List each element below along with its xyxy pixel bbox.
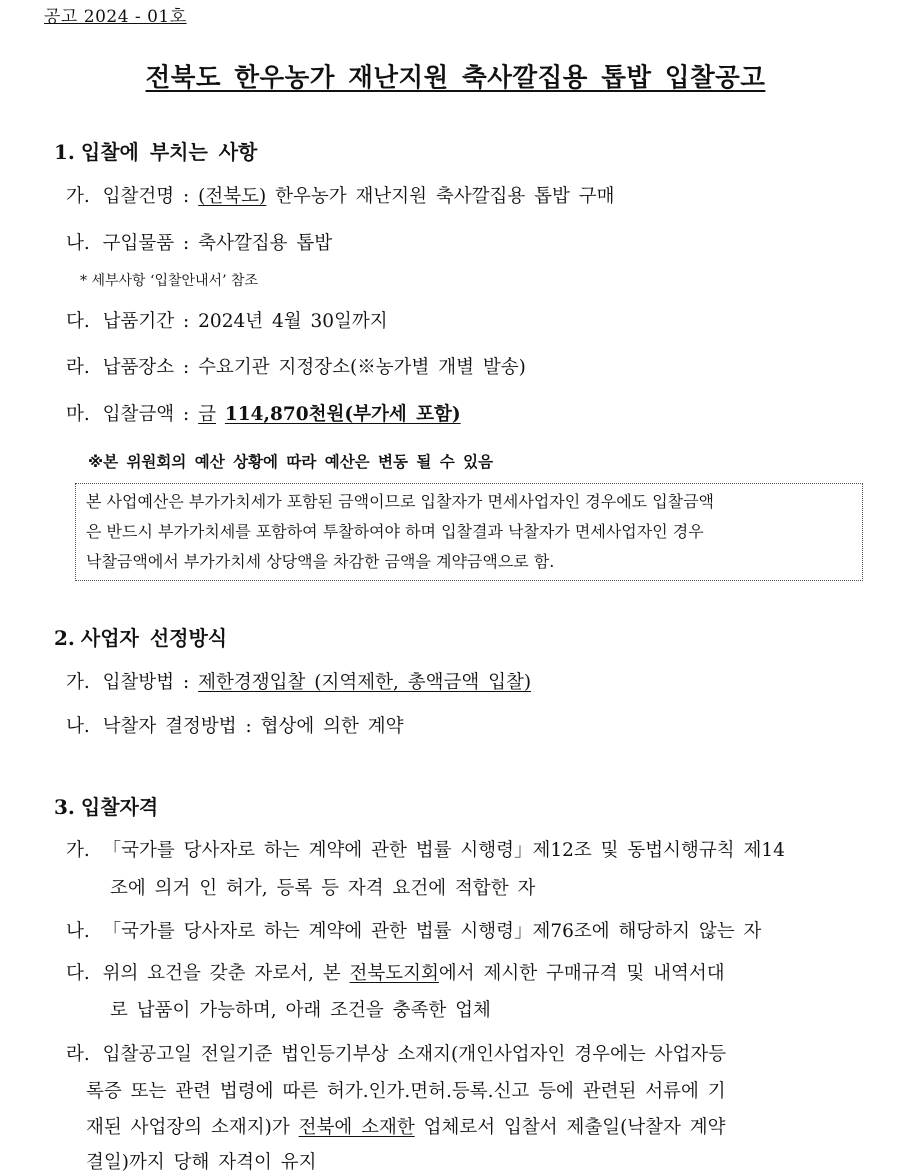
s1-ma-amount: 114,870천원(부가세 포함)	[224, 404, 461, 425]
s3-na-line1: 「국가를 당사자로 하는 계약에 관한 법률 시행령」제76조에 해당하지 않는 자	[102, 921, 762, 942]
budget-warning: ※본 위원회의 예산 상황에 따라 예산은 변동 될 수 있음	[88, 453, 494, 471]
vat-notice-box	[75, 483, 863, 581]
s3-item-ra	[66, 1040, 726, 1066]
page-title-text: 전북도 한우농가 재난지원 축사깔집용 톱밥 입찰공고	[145, 63, 766, 93]
s2-item-ga	[66, 668, 531, 694]
s3-da-pre: 위의 요건을 갖춘 자로서, 본	[102, 963, 341, 984]
s3-ra-line3	[86, 1113, 726, 1139]
s2-na-value: 협상에 의한 계약	[260, 716, 404, 737]
section-3-number: 3.	[54, 795, 75, 819]
s2-na-key: 낙찰자 결정방법 :	[102, 716, 252, 737]
s1-item-ra	[66, 353, 526, 379]
s3-ga-line1: 「국가를 당사자로 하는 계약에 관한 법률 시행령」제12조 및 동법시행규칙 제14	[102, 840, 785, 861]
s1-item-na	[66, 229, 332, 255]
s3-ra-line2: 록증 또는 관련 법령에 따른 허가.인가.면허.등록.신고 등에 관련된 서류에 기	[86, 1081, 726, 1102]
s3-ra-line4: 결일)까지 당해 자격이 유지	[86, 1152, 317, 1173]
vat-notice-line: 은 반드시 부가가치세를 포함하여 투찰하여야 하며 입찰결과 낙찰자가 면세사업자인 경우	[86, 522, 704, 541]
s3-ra-line3-post: 업체로서 입찰서 제출일(낙찰자 계약	[423, 1117, 726, 1138]
s2-ga-label: 가.	[66, 672, 90, 693]
section-3-title: 입찰자격	[80, 795, 159, 819]
s1-da-value: 2024년 4월 30일까지	[198, 311, 388, 332]
s3-na-label: 나.	[66, 921, 90, 942]
s1-na-label: 나.	[66, 233, 90, 254]
s1-item-ma	[66, 400, 461, 426]
section-3-heading	[54, 791, 158, 820]
s2-item-na	[66, 712, 404, 738]
s1-ra-key: 납품장소 :	[102, 357, 190, 378]
s1-ra-label: 라.	[66, 357, 90, 378]
s2-ga-value: 제한경쟁입찰 (지역제한, 총액금액 입찰)	[198, 672, 532, 693]
section-1-number: 1.	[54, 140, 75, 164]
s1-ga-value: 한우농가 재난지원 축사깔집용 톱밥 구매	[275, 186, 615, 207]
s1-ga-label: 가.	[66, 186, 90, 207]
s3-ra-label: 라.	[66, 1044, 90, 1065]
s1-ma-label: 마.	[66, 404, 90, 425]
s3-ga-line2: 조에 의거 인 허가, 등록 등 자격 요건에 적합한 자	[110, 878, 536, 899]
notice-number: 공고 2024 - 01호	[44, 7, 187, 27]
section-1-title: 입찰에 부치는 사항	[80, 140, 258, 164]
s3-ra-line3-pre: 재된 사업장의 소재지)가	[86, 1117, 290, 1138]
s3-item-da	[66, 959, 725, 985]
section-2-heading	[54, 622, 227, 651]
s2-na-label: 나.	[66, 716, 90, 737]
s3-da-branch: 전북도지회	[349, 963, 439, 984]
s3-ra-line1: 입찰공고일 전일기준 법인등기부상 소재지(개인사업자인 경우에는 사업자등	[102, 1044, 727, 1065]
s3-da-post: 에서 제시한 구매규격 및 내역서대	[438, 963, 725, 984]
s3-da-label: 다.	[66, 963, 90, 984]
s1-ga-key: 입찰건명 :	[102, 186, 190, 207]
s1-ra-value: 수요기관 지정장소(※농가별 개별 발송)	[198, 357, 526, 378]
s1-item-da	[66, 307, 388, 333]
s3-da-line2: 로 납품이 가능하며, 아래 조건을 충족한 업체	[110, 1000, 491, 1021]
section-2-title: 사업자 선정방식	[80, 626, 228, 650]
s1-ma-key: 입찰금액 :	[102, 404, 190, 425]
s2-ga-key: 입찰방법 :	[102, 672, 190, 693]
s1-da-key: 납품기간 :	[102, 311, 190, 332]
s3-item-ga	[66, 836, 785, 862]
s3-ga-label: 가.	[66, 840, 90, 861]
s1-ga-region: (전북도)	[198, 186, 267, 207]
s1-item-ga	[66, 182, 614, 208]
vat-notice-line: 낙찰금액에서 부가가치세 상당액을 차감한 금액을 계약금액으로 함.	[86, 552, 555, 571]
page-title	[0, 58, 911, 94]
section-1-heading	[54, 136, 257, 165]
vat-notice-line: 본 사업예산은 부가가치세가 포함된 금액이므로 입찰자가 면세사업자인 경우에도 입찰금액	[86, 492, 715, 511]
s3-ra-location: 전북에 소재한	[298, 1117, 415, 1138]
s1-na-value: 축사깔집용 톱밥	[198, 233, 333, 254]
s1-ma-prefix: 금	[198, 404, 217, 425]
s1-da-label: 다.	[66, 311, 90, 332]
s1-reference-note: * 세부사항 ‘입찰안내서’ 참조	[80, 273, 259, 289]
section-2-number: 2.	[54, 626, 75, 650]
s1-na-key: 구입물품 :	[102, 233, 190, 254]
s3-item-na	[66, 917, 761, 943]
